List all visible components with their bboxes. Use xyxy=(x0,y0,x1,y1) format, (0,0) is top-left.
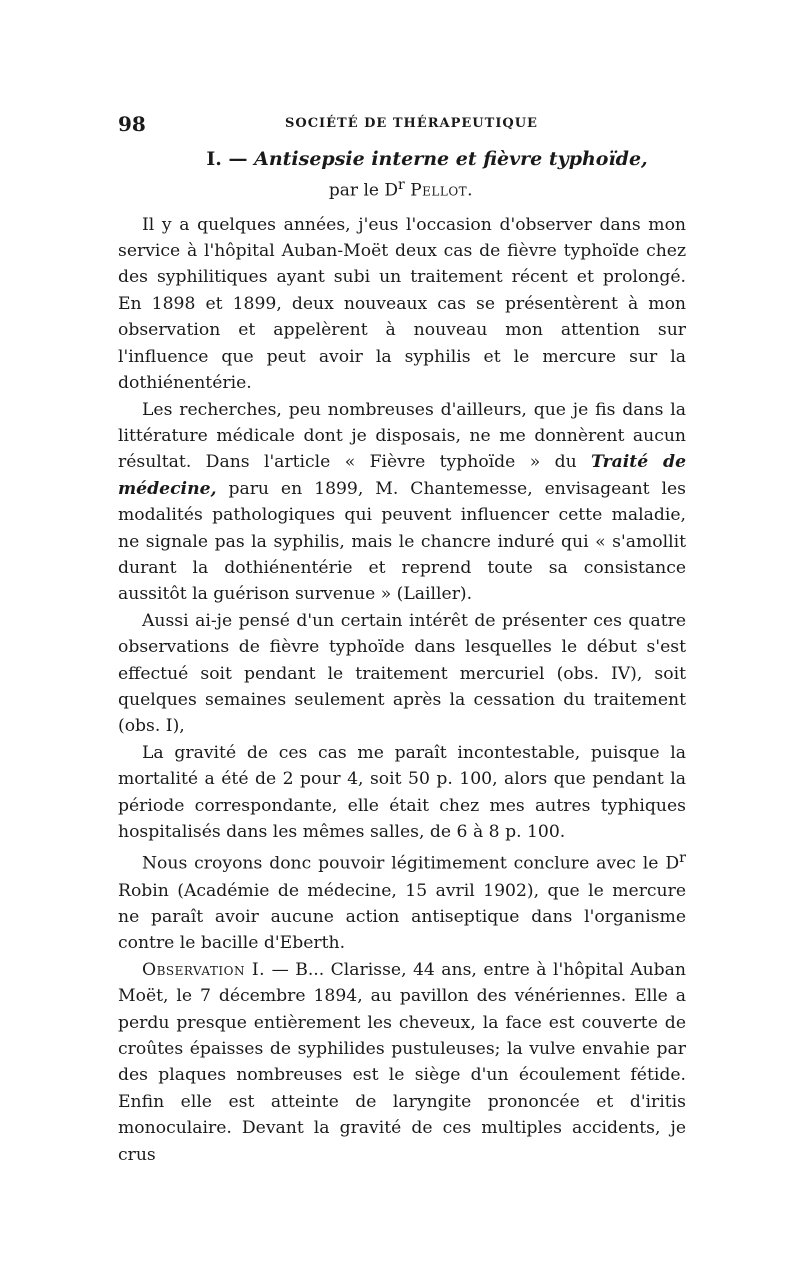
running-head: SOCIÉTÉ DE THÉRAPEUTIQUE xyxy=(285,116,538,131)
paragraph-text: Nous croyons donc pouvoir légitimement conclure avec le D xyxy=(142,854,680,875)
paragraph-text: Les recherches, peu nombreuses d'ailleurs, que je fis dans la littérature médicale dont je disposais, ne me donnèrent aucun résultat. Dans l'article « Fièvre typhoïde » du xyxy=(118,399,686,473)
author-name: Pellot. xyxy=(410,180,474,201)
paragraph: Aussi ai-je pensé d'un certain intérêt de présenter ces quatre observations de fièvre typhoïde dans lesquelles le début s'est effectué soit pendant le traitement mercuriel (obs. IV), soit quelques semaines seulement après la cessation du traitement (obs. I), xyxy=(118,610,686,737)
article-body xyxy=(118,212,686,1168)
byline-prefix: par le D xyxy=(328,180,398,201)
paragraph xyxy=(118,845,686,956)
superscript: r xyxy=(679,850,686,867)
book-title: Traité de médecine, xyxy=(118,452,687,499)
paragraph xyxy=(118,957,686,1168)
document-page xyxy=(118,112,686,1168)
article-title xyxy=(118,146,686,204)
paragraph: Il y a quelques années, j'eus l'occasion d'observer dans mon service à l'hôpital Auban-Moët deux cas de fièvre typhoïde chez des syphilitiques ayant subi un traitement récent et prolongé. En 1898 et 1899, deux nouveaux cas se présentèrent à mon observation et appelèrent à nouveau mon attention sur l'influence que peut avoir la syphilis et le mercure sur la dothiénentérie. xyxy=(118,214,686,394)
paragraph-text: — B... Clarisse, 44 ans, entre à l'hôpital Auban Moët, le 7 décembre 1894, au pavillon des vénériennes. Elle a perdu presque entièrement les cheveux, la face est couverte de croûtes épaisses de syphilides pustuleuses; la vulve envahie par des plaques nombreuses est le siège d'un écoulement fétide. Enfin elle est atteinte de laryngite prononcée et d'iritis monoculaire. Devant la gravité de ces multiples accidents, je crus xyxy=(118,959,686,1165)
byline xyxy=(116,172,686,204)
section-number: I. — xyxy=(206,148,248,170)
title-text: Antisepsie interne et fièvre typhoïde, xyxy=(254,148,648,170)
paragraph-text: Robin (Académie de médecine, 15 avril 1902), que le mercure ne paraît avoir aucune action antiseptique dans l'organisme contre le bacille d'Eberth. xyxy=(118,880,686,954)
page-header xyxy=(118,112,686,144)
observation-label: Observation I. xyxy=(142,959,266,980)
paragraph xyxy=(118,397,686,608)
paragraph-text: paru en 1899, M. Chantemesse, envisageant les modalités pathologiques qui peuvent influencer cette maladie, ne signale pas la syphilis, mais le chancre induré qui « s'amollit durant la dothiénentérie et reprend toute sa consistance aussitôt la guérison survenue » (Lailler). xyxy=(118,478,686,605)
paragraph: La gravité de ces cas me paraît incontestable, puisque la mortalité a été de 2 pour 4, soit 50 p. 100, alors que pendant la période correspondante, elle était chez mes autres typhiques hospitalisés dans les mêmes salles, de 6 à 8 p. 100. xyxy=(118,742,686,842)
page-number: 98 xyxy=(118,112,146,136)
byline-sup: r xyxy=(398,177,405,193)
title-line xyxy=(168,146,686,172)
